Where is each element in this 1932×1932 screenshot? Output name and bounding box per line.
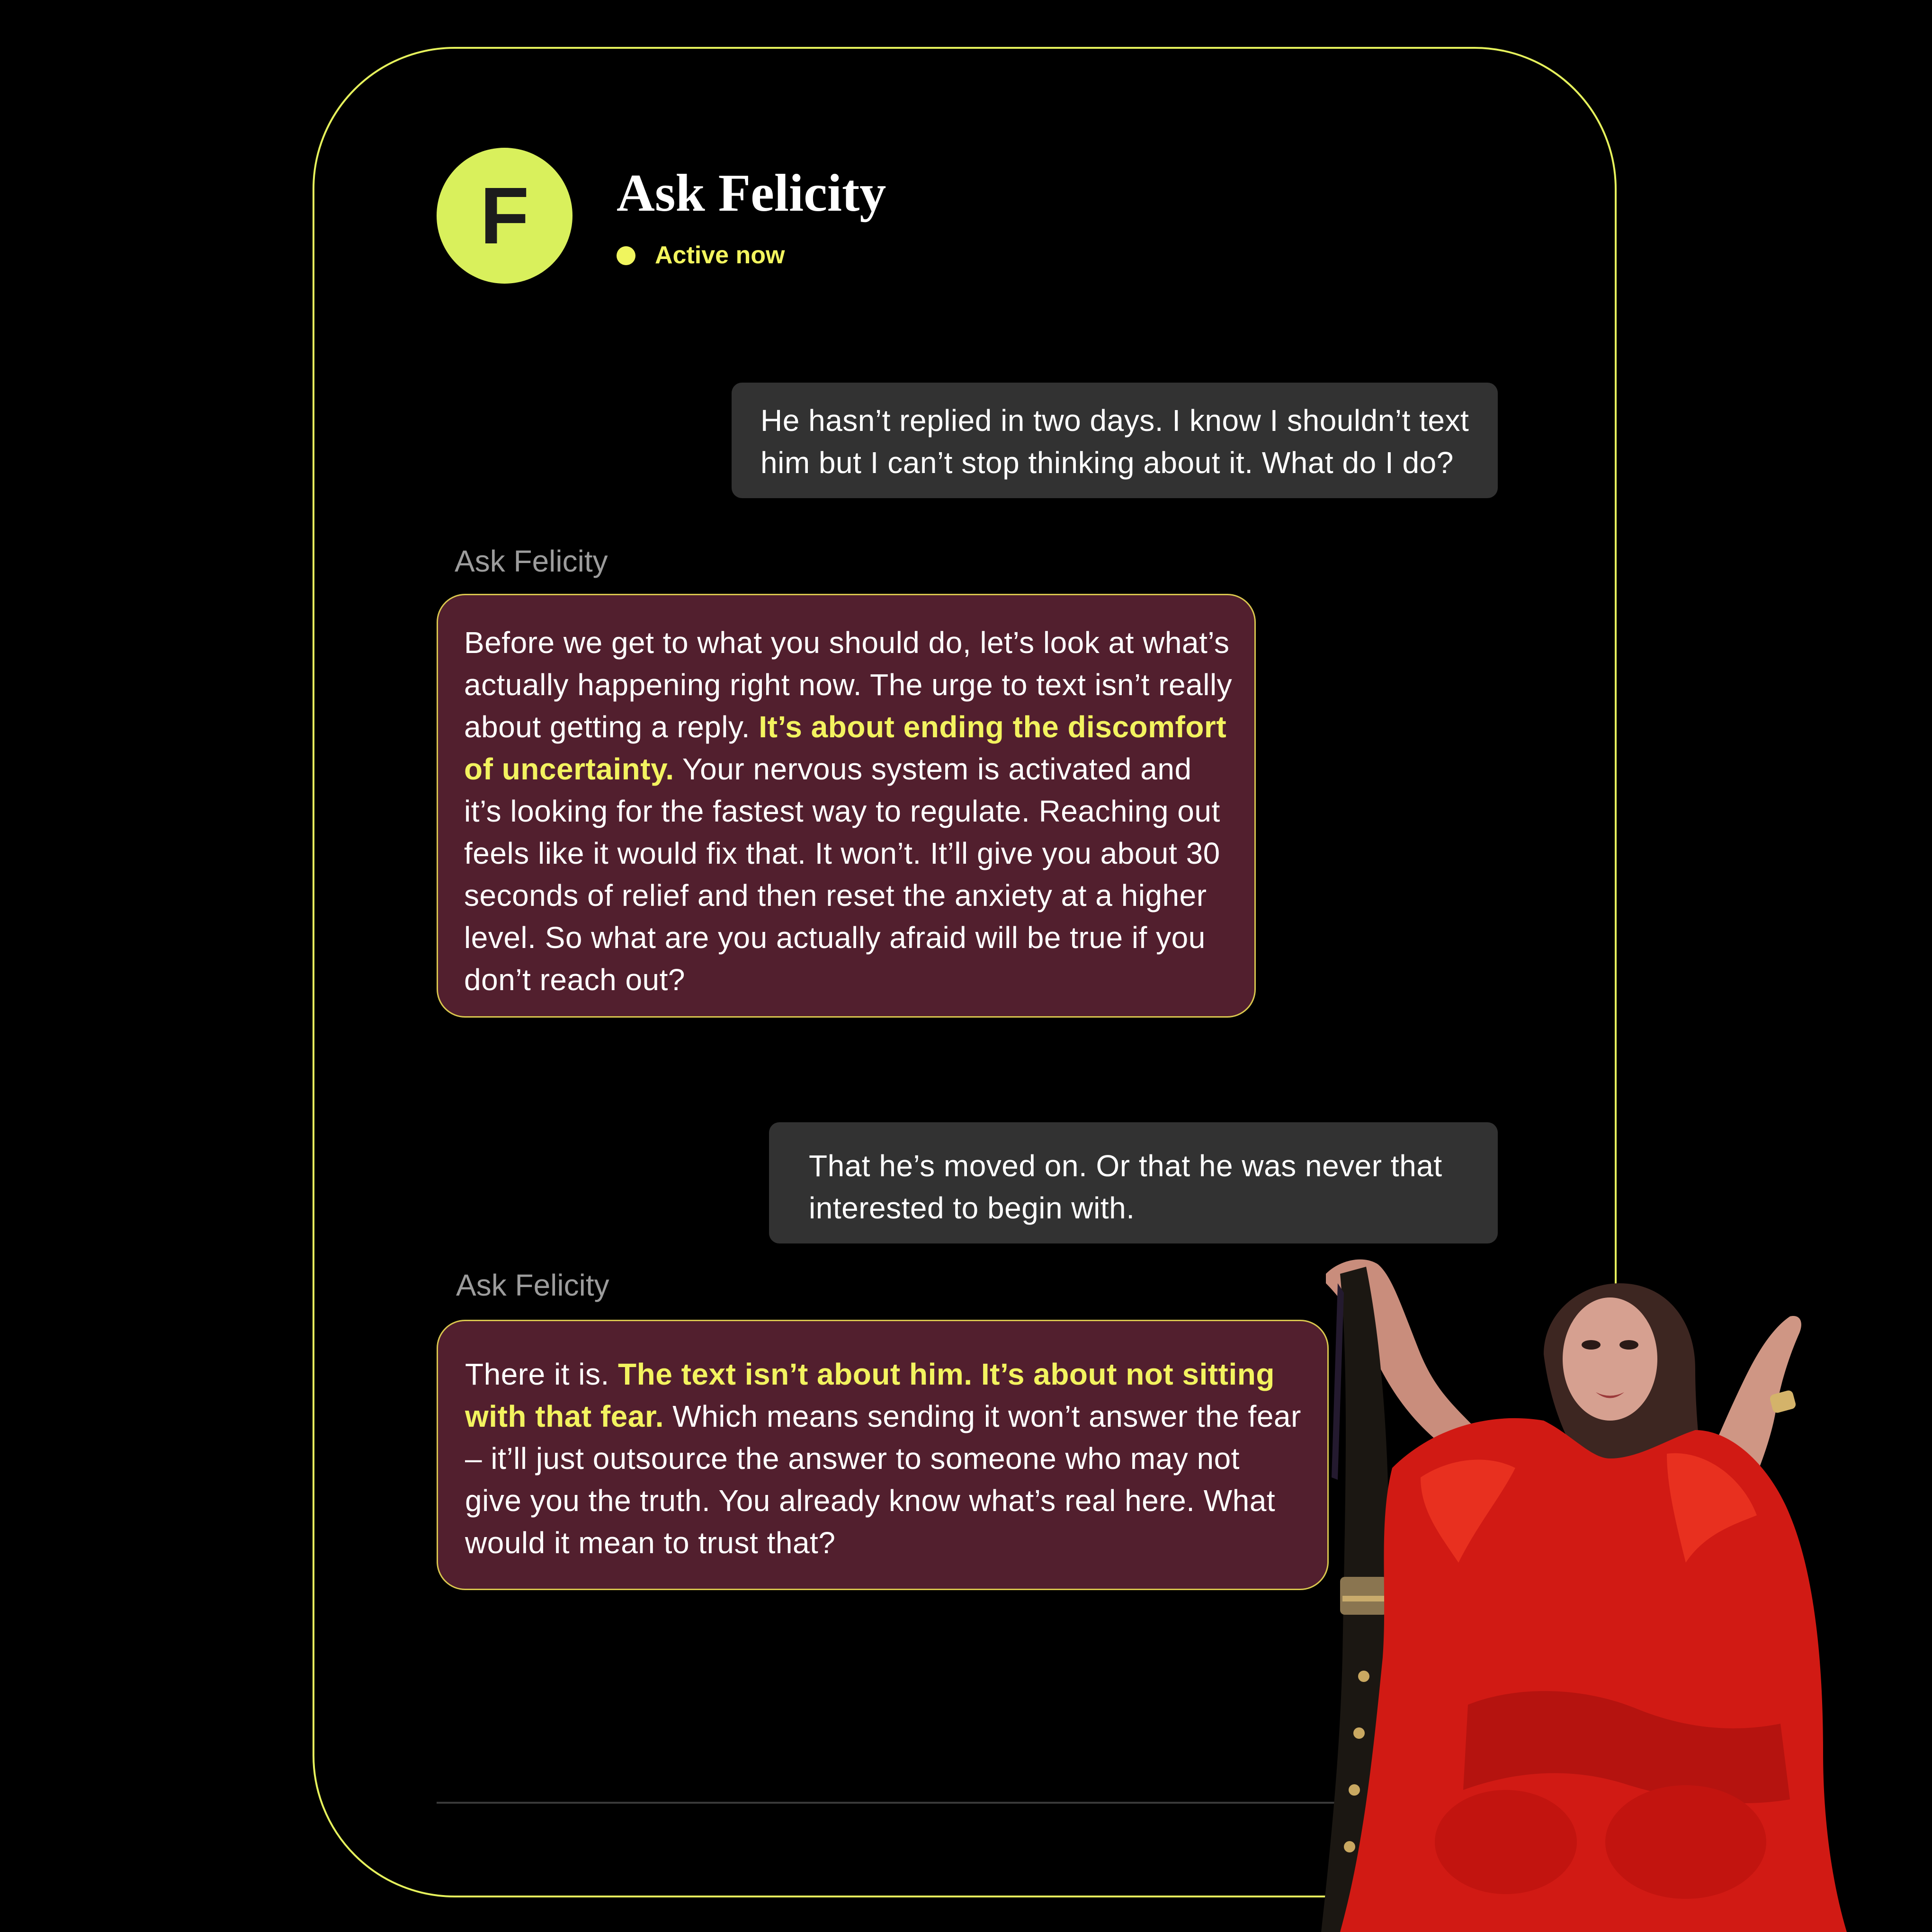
user-message-bubble xyxy=(732,383,1498,498)
user-message-text: He hasn’t replied in two days. I know I shouldn’t text him but I can’t stop thinking about it. What do I do? xyxy=(760,403,1469,480)
assistant-message-bubble xyxy=(437,594,1256,1018)
assistant-message-text-continued: Your nervous system is activated and it’s looking for the fastest way to regulate. Reaching out feels like it would fix that. It won’t. It’ll give you about 30 seconds of relief and then reset the anxiety at a higher level. So what are you actually afraid will be true if you don’t reach out? xyxy=(464,752,1220,997)
assistant-message-text-continued: Which means sending it won’t answer the fear – it’ll just outsource the answer to someone who may not give you the truth. You already know what’s real here. What would it mean to trust that? xyxy=(465,1399,1301,1560)
user-message-bubble xyxy=(769,1122,1498,1243)
chat-title: Ask Felicity xyxy=(617,164,886,223)
assistant-message-highlight: It’s about ending the discomfort of uncertainty. xyxy=(464,710,1227,786)
avatar xyxy=(437,148,572,284)
active-status-dot-icon xyxy=(617,246,635,265)
assistant-sender-label: Ask Felicity xyxy=(455,544,608,578)
assistant-message-highlight: The text isn’t about him. It’s about not sitting with that fear. xyxy=(465,1357,1275,1433)
composer-divider xyxy=(437,1802,1450,1804)
assistant-message-bubble xyxy=(437,1320,1329,1590)
avatar-initial: F xyxy=(480,170,529,261)
assistant-message-text: Before we get to what you should do, let’s look at what’s actually happening right now. The urge to text isn’t really about getting a reply. xyxy=(464,626,1233,744)
assistant-message-text: There it is. xyxy=(465,1357,618,1391)
assistant-sender-label: Ask Felicity xyxy=(456,1268,609,1302)
user-message-text: That he’s moved on. Or that he was never that interested to begin with. xyxy=(809,1149,1442,1225)
active-status-text: Active now xyxy=(655,242,785,269)
